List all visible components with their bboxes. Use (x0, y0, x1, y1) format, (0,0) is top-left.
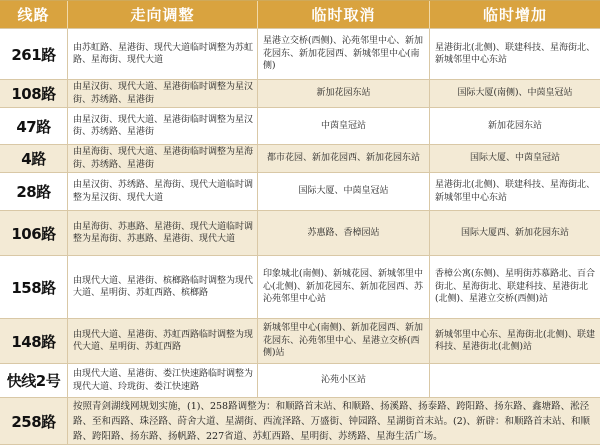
route-number: 快线2号 (0, 364, 68, 398)
added-stops: 星港街北(北侧)、联建科技、星海街北、新城邻里中心东站 (430, 173, 600, 211)
route-number: 106路 (0, 211, 68, 256)
route-change: 由星汉街、现代大道、星港街临时调整为星汉街、苏绣路、星港街 (68, 80, 258, 108)
added-stops (430, 364, 600, 398)
route-number: 28路 (0, 173, 68, 211)
header-route: 线路 (0, 1, 68, 29)
route-change: 由星汉街、苏绣路、星海街、现代大道临时调整为星汉街、现代大道 (68, 173, 258, 211)
added-stops: 国际大厦(南侧)、中茵皇冠站 (430, 80, 600, 108)
route-number: 258路 (0, 398, 68, 445)
removed-stops: 中茵皇冠站 (258, 108, 430, 145)
header-removed: 临时取消 (258, 1, 430, 29)
route-258-note: 按照青剑湖线网规划实施，(1)、258路调整为：和顺路首末站、和顺路、扬溪路、扬泰路、跨阳路、扬东路、鑫塘路、淞泾路、至和西路、珠泾路、莳舍大道、星湖街、西流泽路、万盛街、钟园路、星湖街首末站。(2)、新辟：和顺路首末站、和顺路、跨阳路、扬东路、扬帆路、227省道、苏虹西路、星明街、苏绣路、星海生活广场。 (68, 398, 600, 445)
removed-stops: 印象城北(南侧)、新城花园、新城邻里中心(北侧)、新加花园东、新加花园西、苏沁苑邻里中心站 (258, 256, 430, 319)
route-change: 由星海街、苏惠路、星港街、现代大道临时调整为星海街、苏惠路、星港街、现代大道 (68, 211, 258, 256)
header-change: 走向调整 (68, 1, 258, 29)
added-stops: 新城邻里中心东、星海街北(北侧)、联建科技、星港街北(北侧)站 (430, 319, 600, 364)
added-stops: 国际大厦、中茵皇冠站 (430, 145, 600, 173)
added-stops: 新加花园东站 (430, 108, 600, 145)
removed-stops: 新城邻里中心(南侧)、新加花园西、新加花园东、沁苑邻里中心、星港立交桥(西侧)站 (258, 319, 430, 364)
route-change: 由现代大道、星港街、苏虹西路临时调整为现代大道、星明街、苏虹西路 (68, 319, 258, 364)
removed-stops: 星港立交桥(西侧)、沁苑邻里中心、新加花园东、新加花园西、新城邻里中心(南侧) (258, 29, 430, 80)
removed-stops: 国际大厦、中茵皇冠站 (258, 173, 430, 211)
route-number: 148路 (0, 319, 68, 364)
removed-stops: 新加花园东站 (258, 80, 430, 108)
route-change: 由星汉街、现代大道、星港街临时调整为星汉街、苏绣路、星港街 (68, 108, 258, 145)
removed-stops: 苏惠路、香樟园站 (258, 211, 430, 256)
route-number: 47路 (0, 108, 68, 145)
route-change: 由现代大道、星港街、娄江快速路临时调整为现代大道、玲珑街、娄江快速路 (68, 364, 258, 398)
route-number: 158路 (0, 256, 68, 319)
added-stops: 星港街北(北侧)、联建科技、星海街北、新城邻里中心东站 (430, 29, 600, 80)
removed-stops: 都市花园、新加花园西、新加花园东站 (258, 145, 430, 173)
removed-stops: 沁苑小区站 (258, 364, 430, 398)
route-number: 261路 (0, 29, 68, 80)
header-added: 临时增加 (430, 1, 600, 29)
route-number: 4路 (0, 145, 68, 173)
route-change: 由星海街、现代大道、星港街临时调整为星海街、苏绣路、星港街 (68, 145, 258, 173)
added-stops: 香樟公寓(东侧)、星明街苏慕路北、百合街北、星海街北、联建科技、星港街北(北侧)、星港立交桥(西侧)站 (430, 256, 600, 319)
added-stops: 国际大厦西、新加花园东站 (430, 211, 600, 256)
route-change: 由现代大道、星港街、槟榔路临时调整为现代大道、星明街、苏虹西路、槟榔路 (68, 256, 258, 319)
route-number: 108路 (0, 80, 68, 108)
route-change: 由苏虹路、星港街、现代大道临时调整为苏虹路、星海街、现代大道 (68, 29, 258, 80)
